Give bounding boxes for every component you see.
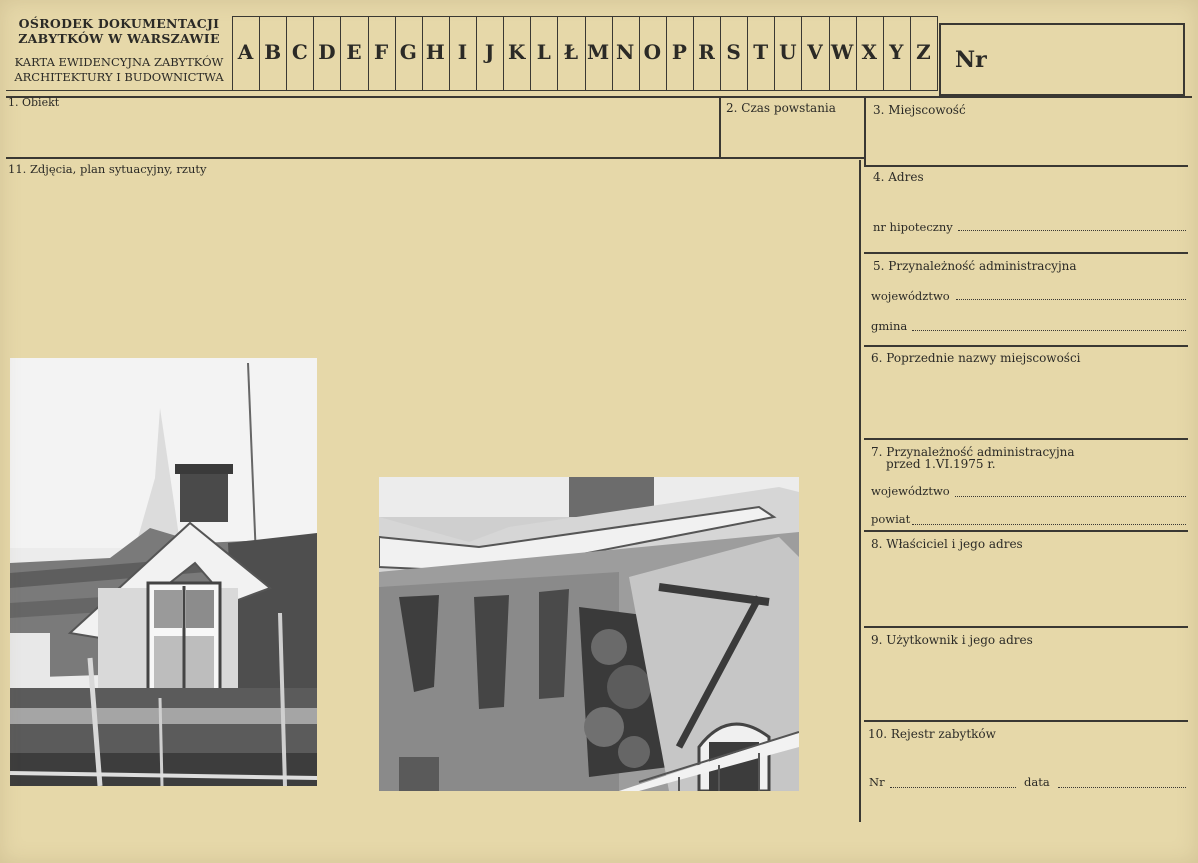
alphabet-letter: U bbox=[779, 40, 797, 64]
row1-divider-a bbox=[719, 97, 721, 159]
row1-bottom-rule-right bbox=[864, 165, 1188, 167]
register-date-line bbox=[1058, 787, 1186, 788]
alphabet-letter: E bbox=[346, 40, 362, 64]
alphabet-separator bbox=[720, 16, 721, 90]
field-label-object: 1. Obiekt bbox=[8, 96, 60, 109]
pre1975-voivodeship-line bbox=[955, 496, 1186, 497]
field-label-pre1975-voivodeship: województwo bbox=[871, 484, 950, 498]
section6-bottom-rule bbox=[864, 438, 1188, 440]
issuer-line-1: OŚRODEK DOKUMENTACJI bbox=[18, 16, 220, 31]
row1-top-rule bbox=[6, 96, 1192, 98]
alphabet-letter: K bbox=[508, 40, 526, 64]
alphabet-separator bbox=[557, 16, 558, 90]
field-label-voivodeship: województwo bbox=[871, 289, 950, 303]
field-label-date-created: 2. Czas powstania bbox=[726, 101, 836, 115]
alphabet-separator bbox=[368, 16, 369, 90]
alphabet-separator bbox=[801, 16, 802, 90]
commune-line bbox=[912, 330, 1186, 331]
field-label-county: powiat bbox=[871, 512, 911, 526]
field-label-pre1975-affiliation: 7. Przynależność administracyjna bbox=[871, 445, 1075, 459]
field-label-pre1975-date: przed 1.VI.1975 r. bbox=[886, 457, 996, 471]
alphabet-letter: S bbox=[726, 40, 741, 64]
field-label-register-number: Nr bbox=[869, 775, 885, 789]
alphabet-letter: Z bbox=[916, 40, 931, 64]
alphabet-letter: Y bbox=[889, 40, 904, 64]
alphabet-separator bbox=[395, 16, 396, 90]
section8-bottom-rule bbox=[864, 626, 1188, 628]
alphabet-letter: R bbox=[698, 40, 715, 64]
alphabet-letter: F bbox=[374, 40, 389, 64]
card-type bbox=[6, 55, 232, 85]
section9-bottom-rule bbox=[864, 720, 1188, 722]
alphabet-letter: I bbox=[457, 40, 468, 64]
alphabet-separator bbox=[476, 16, 477, 90]
alphabet-letter: Ł bbox=[563, 40, 579, 64]
field-label-commune: gmina bbox=[871, 319, 908, 333]
alphabet-separator bbox=[612, 16, 613, 90]
card-type-line-2: ARCHITEKTURY I BUDOWNICTWA bbox=[14, 70, 224, 84]
alphabet-letter: O bbox=[643, 40, 661, 64]
field-label-monument-register: 10. Rejestr zabytków bbox=[868, 727, 996, 741]
alphabet-separator bbox=[666, 16, 667, 90]
alphabet-letter: N bbox=[616, 40, 635, 64]
section5-bottom-rule bbox=[864, 345, 1188, 347]
alphabet-separator bbox=[774, 16, 775, 90]
alphabet-separator bbox=[639, 16, 640, 90]
field-label-address: 4. Adres bbox=[873, 170, 924, 184]
register-number-line bbox=[890, 787, 1016, 788]
row1-bottom-rule-left bbox=[6, 157, 866, 159]
alphabet-letter: A bbox=[237, 40, 254, 64]
county-line bbox=[912, 524, 1186, 525]
alphabet-separator bbox=[340, 16, 341, 90]
record-number-label: Nr bbox=[955, 47, 987, 73]
alphabet-separator bbox=[313, 16, 314, 90]
alphabet-letter: B bbox=[264, 40, 282, 64]
alphabet-separator bbox=[449, 16, 450, 90]
eaves-corner-photo bbox=[379, 477, 799, 791]
alphabet-letter: M bbox=[586, 40, 610, 64]
alphabet-letter: D bbox=[318, 40, 336, 64]
alphabet-letter: J bbox=[484, 40, 495, 64]
record-number-box bbox=[939, 23, 1185, 96]
alphabet-letter: P bbox=[671, 40, 687, 64]
field-label-owner: 8. Właściciel i jego adres bbox=[871, 537, 1023, 551]
alphabet-separator bbox=[232, 16, 233, 90]
alphabet-separator bbox=[747, 16, 748, 90]
alphabet-separator bbox=[829, 16, 830, 90]
field-label-register-date: data bbox=[1024, 775, 1050, 789]
alphabet-separator bbox=[883, 16, 884, 90]
section4-bottom-rule bbox=[864, 252, 1188, 254]
mortgage-number-line bbox=[958, 230, 1186, 231]
alphabet-separator bbox=[530, 16, 531, 90]
alphabet-separator bbox=[286, 16, 287, 90]
photo-area-right-rule bbox=[859, 160, 861, 822]
dormer-window-photo bbox=[10, 358, 317, 786]
alphabet-letter: T bbox=[753, 40, 769, 64]
alphabet-separator bbox=[259, 16, 260, 90]
issuer-name bbox=[6, 16, 232, 46]
field-label-user: 9. Użytkownik i jego adres bbox=[871, 633, 1033, 647]
alphabet-separator bbox=[422, 16, 423, 90]
alphabet-letter: X bbox=[861, 40, 877, 64]
section7-bottom-rule bbox=[864, 530, 1188, 532]
field-label-admin-affiliation: 5. Przynależność administracyjna bbox=[873, 259, 1077, 273]
alphabet-separator bbox=[503, 16, 504, 90]
alphabet-letter: W bbox=[830, 40, 854, 64]
field-label-former-names: 6. Poprzednie nazwy miejscowości bbox=[871, 351, 1081, 365]
field-label-mortgage-number: nr hipoteczny bbox=[873, 220, 953, 234]
card-type-line-1: KARTA EWIDENCYJNA ZABYTKÓW bbox=[14, 55, 224, 69]
alphabet-separator bbox=[910, 16, 911, 90]
alphabet-separator bbox=[856, 16, 857, 90]
alphabet-separator bbox=[585, 16, 586, 90]
field-label-locality: 3. Miejscowość bbox=[873, 103, 966, 117]
field-label-photos: 11. Zdjęcia, plan sytuacyjny, rzuty bbox=[8, 162, 207, 176]
alphabet-letter: C bbox=[291, 40, 308, 64]
alphabet-letter: G bbox=[399, 40, 417, 64]
header-bottom-rule bbox=[6, 90, 938, 91]
issuer-line-2: ZABYTKÓW W WARSZAWIE bbox=[18, 31, 220, 46]
voivodeship-line bbox=[956, 299, 1186, 300]
alphabet-letter: L bbox=[536, 40, 551, 64]
alphabet-separator bbox=[693, 16, 694, 90]
alphabet-letter: V bbox=[807, 40, 823, 64]
alphabet-letter: H bbox=[425, 40, 445, 64]
alphabet-separator bbox=[937, 16, 938, 90]
